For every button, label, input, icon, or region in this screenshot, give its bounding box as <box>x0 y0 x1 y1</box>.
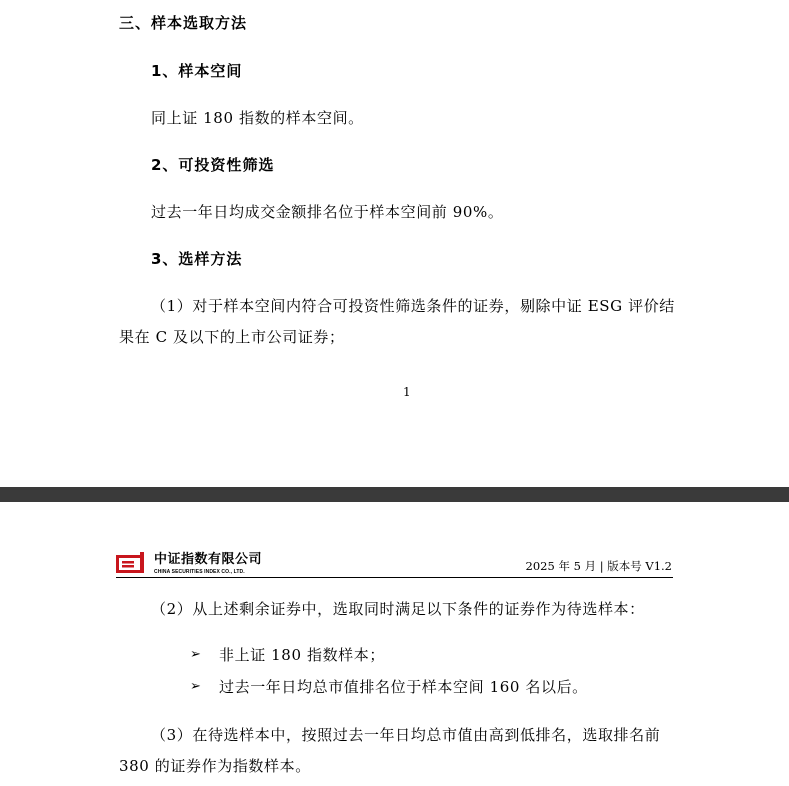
step-3-line-2: 380 的证券作为指数样本。 <box>119 757 311 775</box>
version-info: 2025 年 5 月 | 版本号 V1.2 <box>525 559 672 573</box>
subsection-3-heading: 3、选样方法 <box>151 250 243 268</box>
arrow-bullet-icon: ➢ <box>190 647 201 662</box>
company-logo <box>116 552 271 578</box>
step-3-line-1: （3）在待选样本中，按照过去一年日均总市值由高到低排名，选取排名前 <box>151 726 661 744</box>
header-rule <box>116 577 673 578</box>
company-name-en: CHINA SECURITIES INDEX CO., LTD. <box>154 569 245 575</box>
bullet-text: 非上证 180 指数样本； <box>219 646 385 664</box>
subsection-1-heading: 1、样本空间 <box>151 62 243 80</box>
subsection-1-text: 同上证 180 指数的样本空间。 <box>151 109 364 127</box>
subsection-2-heading: 2、可投资性筛选 <box>151 156 275 174</box>
step-2-text: （2）从上述剩余证券中，选取同时满足以下条件的证券作为待选样本： <box>151 600 645 618</box>
document-page-2 <box>0 502 789 786</box>
subsection-2-text: 过去一年日均成交金额排名位于样本空间前 90%。 <box>151 203 504 221</box>
step-1-line-1: （1）对于样本空间内符合可投资性筛选条件的证券，剔除中证 ESG 评价结 <box>151 297 675 315</box>
page-number: 1 <box>403 385 411 399</box>
bullet-text: 过去一年日均总市值排名位于样本空间 160 名以后。 <box>219 678 588 696</box>
step-1-line-2: 果在 C 及以下的上市公司证券； <box>119 328 345 346</box>
page-divider <box>0 487 789 502</box>
section-heading: 三、样本选取方法 <box>119 14 248 32</box>
csi-logo-icon <box>116 552 146 576</box>
company-name-cn: 中证指数有限公司 <box>154 552 263 567</box>
arrow-bullet-icon: ➢ <box>190 679 201 694</box>
